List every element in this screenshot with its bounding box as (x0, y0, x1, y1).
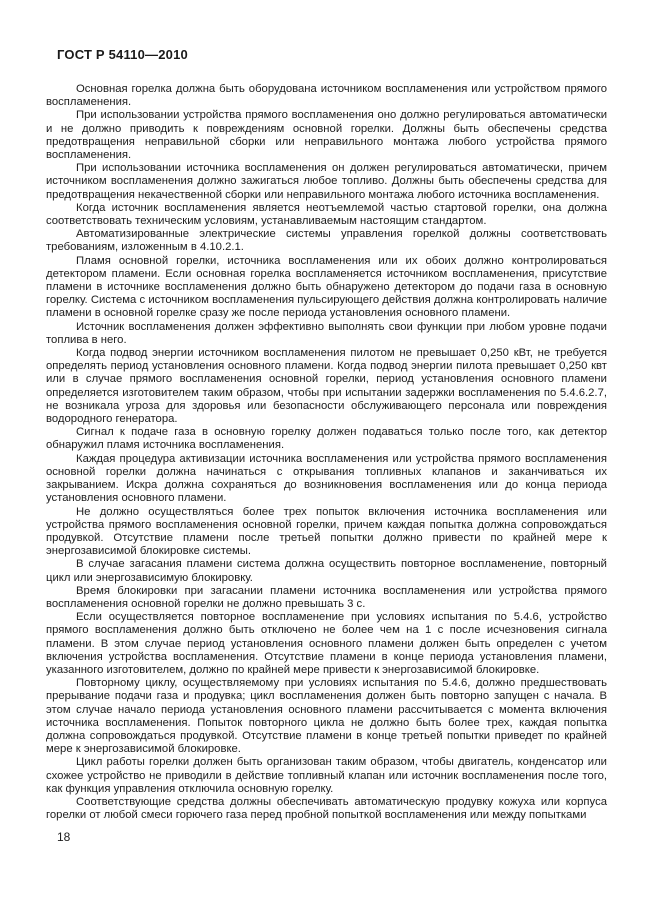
paragraph: Сигнал к подаче газа в основную горелку должен подаваться только после того, как детектор обнаружил пламя источника воспламенения. (46, 426, 607, 452)
paragraph: Время блокировки при загасании пламени источника воспламенения или устройства прямого воспламенения основной горелки не должно превышать 3 с. (46, 584, 607, 610)
paragraph: Каждая процедура активизации источника воспламенения или устройства прямого воспламенения основной горелки должна начинаться с открывания топливных клапанов и заканчиваться их закрыванием. Искра должна сохраняться до возникновения воспламенения или до конца периода установления основного пламени. (46, 452, 607, 505)
paragraph: Соответствующие средства должны обеспечивать автоматическую продувку кожуха или корпуса горелки от любой смеси горючего газа перед пробной попыткой воспламенения или между попытками (46, 795, 607, 822)
document-header: ГОСТ Р 54110—2010 (57, 47, 188, 62)
paragraph: Когда источник воспламенения является неотъемлемой частью стартовой горелки, она должна соответствовать техническим условиям, устанавливаемым настоящим стандартом. (46, 201, 607, 228)
document-body (46, 83, 607, 822)
paragraph: Основная горелка должна быть оборудована источником воспламенения или устройством прямого воспламенения. (46, 83, 607, 109)
paragraph: При использовании источника воспламенения он должен регулироваться автоматически, причем источником воспламенения должно зажигаться любое топливо. Должны быть обеспечены средства для предотвращения некачественной сборки или неправильного монтажа любого источника воспламенения. (46, 162, 607, 201)
paragraph: Не должно осуществляться более трех попыток включения источника воспламенения или устройства прямого воспламенения основной горелки, причем каждая попытка должна сопровождаться продувкой. Отсутствие пламени после третьей попытки должно привести по крайней мере к энергозависимой блокировке системы. (46, 505, 607, 558)
paragraph: Пламя основной горелки, источника воспламенения или их обоих должно контролироваться детектором пламени. Если основная горелка воспламеняется источником воспламенения, присутствие пламени в источнике воспламенения должно быть обнаружено детектором до подачи газа в основную горелку. Система с источником воспламенения пульсирующего действия должна контролировать наличие пламени в основной горелке сразу же после периода установления основного пламени. (46, 254, 607, 320)
paragraph: Цикл работы горелки должен быть организован таким образом, чтобы двигатель, конденсатор или схожее устройство не приводили в действие топливный клапан или источник воспламенения после того, как функция управления отключила основную горелку. (46, 756, 607, 795)
paragraph: Если осуществляется повторное воспламенение при условиях испытания по 5.4.6, устройство прямого воспламенения должно быть отключено не более чем на 1 с после исчезновения сигнала пламени. В этом случае период установления основного пламени должен быть определен с учетом включения устройства воспламенения. Отсутствие пламени в конце периода установления пламени, указанного изготовителем, должно по крайней мере привести к энергозависимой блокировке. (46, 611, 607, 676)
paragraph: В случае загасания пламени система должна осуществить повторное воспламенение, повторный цикл или энергозависимую блокировку. (46, 558, 607, 584)
page-number: 18 (57, 830, 71, 844)
paragraph: Когда подвод энергии источником воспламенения пилотом не превышает 0,250 кВт, не требуется определять период установления основного пламени. Когда подвод энергии пилота превышает 0,250 квт или в случае прямого воспламенения основной горелки, период установления основного пламени определяется изготовителем таким образом, чтобы при испытании задержки воспламенения по 5.4.6.2.7, не возникала угроза для здоровья или безопасности обслуживающего персонала или повреждения водородного генератора. (46, 347, 607, 426)
paragraph: При использовании устройства прямого воспламенения оно должно регулироваться автоматически и не должно приводить к повреждениям основной горелки. Должны быть обеспечены средства предотвращения неправильной сборки или неправильного монтажа любого устройства прямого воспламенения. (46, 109, 607, 162)
paragraph: Повторному циклу, осуществляемому при условиях испытания по 5.4.6, должно предшествовать прерывание подачи газа и продувка; цикл воспламенения должен быть повторно запущен с начала. В этом случае начало периода установления основного пламени рассчитывается с момента включения источника воспламенения. Попыток повторного цикла не должно быть более трех, каждая попытка должна сопровождаться продувкой. Отсутствие пламени в конце третьей попытки приведет по крайней мере к энергозависимой блокировке. (46, 677, 607, 756)
paragraph: Источник воспламенения должен эффективно выполнять свои функции при любом уровне подачи топлива в него. (46, 320, 607, 346)
paragraph: Автоматизированные электрические системы управления горелкой должны соответствовать требованиям, изложенным в 4.10.2.1. (46, 228, 607, 254)
